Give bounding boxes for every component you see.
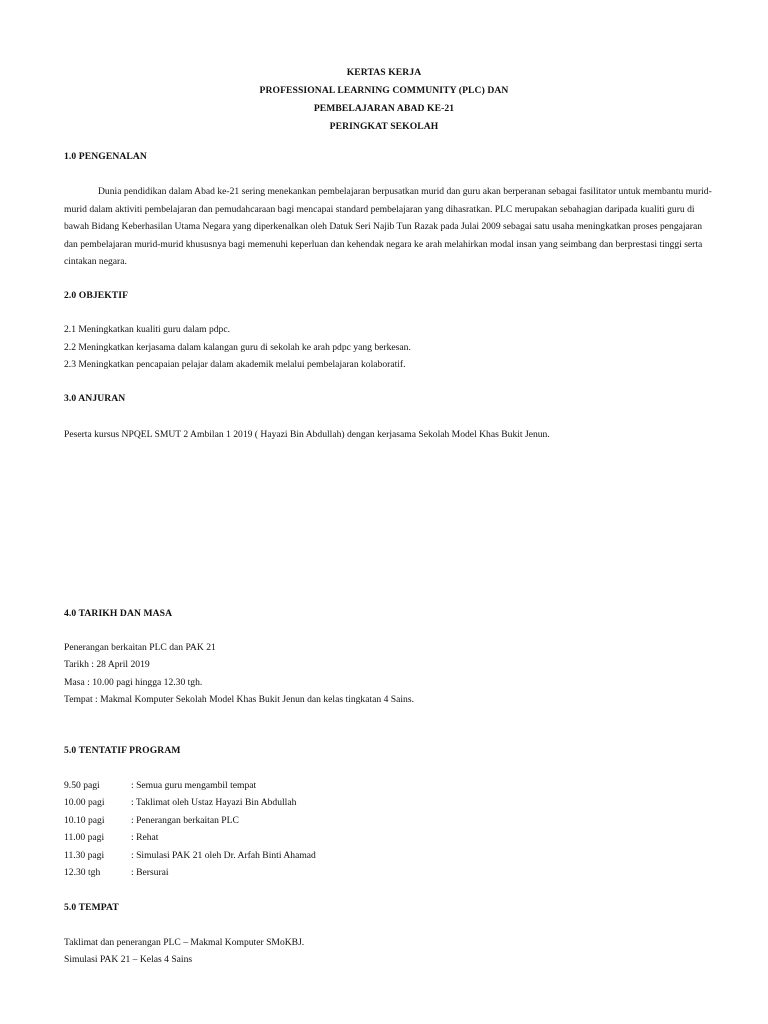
tentatif-desc: : Taklimat oleh Ustaz Hayazi Bin Abdullah <box>131 797 297 808</box>
tentatif-time: 12.30 tgh <box>64 867 101 878</box>
title-line-2: PROFESSIONAL LEARNING COMMUNITY (PLC) DAN <box>259 85 509 96</box>
pengenalan-paragraph <box>64 183 712 271</box>
tentatif-time: 10.10 pagi <box>64 815 105 826</box>
objektif-item-1: 2.1 Meningkatkan kualiti guru dalam pdpc. <box>64 324 230 335</box>
tentatif-desc: : Semua guru mengambil tempat <box>131 780 257 791</box>
tarikh-line-1: Penerangan berkaitan PLC dan PAK 21 <box>64 642 216 653</box>
tentatif-row <box>64 832 158 843</box>
title-line-3: PEMBELAJARAN ABAD KE-21 <box>313 103 455 114</box>
document-title <box>0 64 768 136</box>
tentatif-row <box>64 850 316 861</box>
section-heading-tentatif: 5.0 TENTATIF PROGRAM <box>64 745 181 756</box>
section-heading-anjuran: 3.0 ANJURAN <box>64 393 126 404</box>
tentatif-row <box>64 797 296 808</box>
tentatif-time: 9.50 pagi <box>64 780 100 791</box>
title-line-1: KERTAS KERJA <box>346 67 422 78</box>
tempat-line-1: Taklimat dan penerangan PLC – Makmal Komputer SMoKBJ. <box>64 937 305 948</box>
tentatif-desc: : Bersurai <box>131 867 169 878</box>
tentatif-time: 11.00 pagi <box>64 832 105 843</box>
pengenalan-text: Dunia pendidikan dalam Abad ke-21 sering menekankan pembelajaran berpusatkan murid dan guru akan berperanan sebagai fasilitator untuk membantu murid-murid dalam aktiviti pembelajaran dan pemudahcaraan bagi mencapai standard pembelajaran yang dihasratkan. PLC merupakan sebahagian daripada kualiti guru di bawah Bidang Keberhasilan Utama Negara yang diperkenalkan oleh Datuk Seri Najib Tun Razak pada Julai 2009 sebagai satu usaha meningkatkan proses pengajaran dan pembelajaran murid-murid khususnya bagi memenuhi keperluan dan kehendak negara ke arah melahirkan modal insan yang seimbang dan berprestasi tinggi serta cintakan negara. <box>64 186 712 268</box>
objektif-item-2: 2.2 Meningkatkan kerjasama dalam kalangan guru di sekolah ke arah pdpc yang berkesan. <box>64 342 411 353</box>
tentatif-desc: : Simulasi PAK 21 oleh Dr. Arfah Binti Ahamad <box>131 850 316 861</box>
anjuran-text: Peserta kursus NPQEL SMUT 2 Ambilan 1 2019 ( Hayazi Bin Abdullah) dengan kerjasama Sekolah Model Khas Bukit Jenun. <box>64 429 550 440</box>
tentatif-row <box>64 815 239 826</box>
tarikh-line-4: Tempat : Makmal Komputer Sekolah Model Khas Bukit Jenun dan kelas tingkatan 4 Sains. <box>64 694 414 705</box>
objektif-item-3: 2.3 Meningkatkan pencapaian pelajar dalam akademik melalui pembelajaran kolaboratif. <box>64 359 406 370</box>
tentatif-time: 11.30 pagi <box>64 850 105 861</box>
tentatif-row <box>64 780 256 791</box>
tentatif-desc: : Rehat <box>131 832 159 843</box>
title-line-4: PERINGKAT SEKOLAH <box>329 121 439 132</box>
section-heading-tarikh: 4.0 TARIKH DAN MASA <box>64 608 173 619</box>
tarikh-line-3: Masa : 10.00 pagi hingga 12.30 tgh. <box>64 677 203 688</box>
tarikh-line-2: Tarikh : 28 April 2019 <box>64 659 150 670</box>
section-heading-pengenalan: 1.0 PENGENALAN <box>64 151 147 162</box>
tempat-line-2: Simulasi PAK 21 – Kelas 4 Sains <box>64 954 193 965</box>
tentatif-desc: : Penerangan berkaitan PLC <box>131 815 239 826</box>
tentatif-row <box>64 867 169 878</box>
section-heading-objektif: 2.0 OBJEKTIF <box>64 290 129 301</box>
tentatif-time: 10.00 pagi <box>64 797 105 808</box>
section-heading-tempat: 5.0 TEMPAT <box>64 902 119 913</box>
